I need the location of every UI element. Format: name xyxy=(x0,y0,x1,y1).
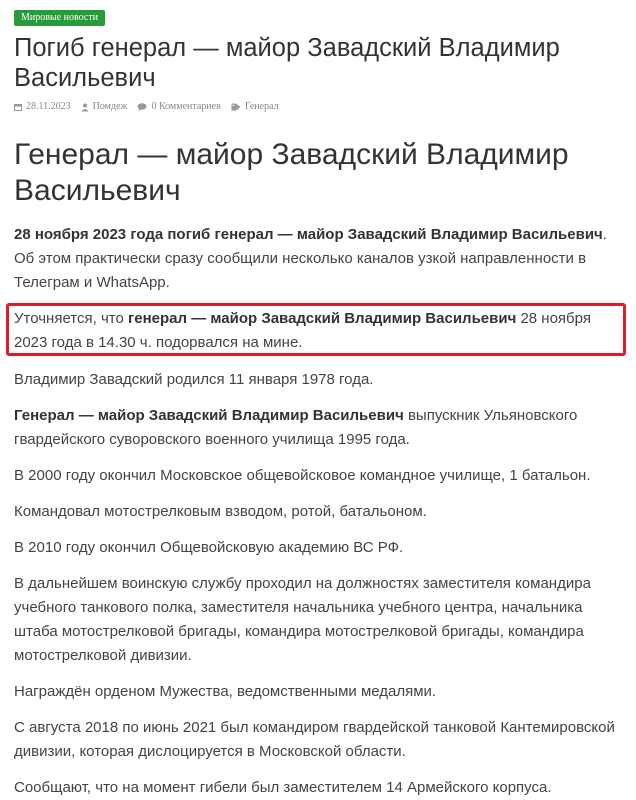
article xyxy=(14,7,626,800)
paragraph-bold: генерал — майор Завадский Владимир Васильевич xyxy=(128,310,517,327)
meta-author[interactable] xyxy=(81,101,128,113)
paragraph: Награждён орденом Мужества, ведомственными медалями. xyxy=(14,683,437,700)
highlight-frame xyxy=(6,303,626,356)
paragraph xyxy=(14,223,626,295)
post-title[interactable]: Погиб генерал — майор Завадский Владимир Васильевич xyxy=(14,34,560,92)
paragraph-bold: 28 ноября 2023 года погиб генерал — майор Завадский Владимир Васильевич xyxy=(14,226,603,243)
paragraph: В дальнейшем воинскую службу проходил на должностях заместителя командира учебного танкового полка, заместителя начальника учебного центра, начальника штаба мотострелковой бригады, командира мотострелковой бригады, командира мотострелковой дивизии. xyxy=(14,575,591,664)
paragraph-text: 28 ноября 2023 года в 14.30 ч. подорвался на мине. xyxy=(14,310,591,351)
article-content xyxy=(14,223,626,800)
paragraph: Командовал мотострелковым взводом, ротой, батальоном. xyxy=(14,503,427,520)
category-badge[interactable]: Мировые новости xyxy=(14,10,105,26)
paragraph xyxy=(14,404,626,452)
paragraph: Владимир Завадский родился 11 января 1978 года. xyxy=(14,371,374,388)
paragraph: Сообщают, что на момент гибели был заместителем 14 Армейского корпуса. xyxy=(14,779,552,796)
paragraph: С августа 2018 по июнь 2021 был командиром гвардейской танковой Кантемировской дивизии, которая дислоцируется в Московской области. xyxy=(14,719,615,760)
meta-comments[interactable] xyxy=(137,101,220,113)
meta-author-text: Помдеж xyxy=(92,101,128,112)
article-heading: Генерал — майор Завадский Владимир Васильевич xyxy=(14,138,569,207)
paragraph: В 2010 году окончил Общевойсковую академию ВС РФ. xyxy=(14,539,404,556)
paragraph-text: выпускник Ульяновского гвардейского суворовского военного училища 1995 года. xyxy=(14,407,578,448)
tag-icon xyxy=(231,103,241,111)
paragraph-bold: Генерал — майор Завадский Владимир Васильевич xyxy=(14,407,404,424)
meta-tag[interactable] xyxy=(231,101,279,113)
comment-icon xyxy=(137,103,147,111)
calendar-icon xyxy=(14,103,22,111)
meta-date[interactable] xyxy=(14,101,71,113)
paragraph: В 2000 году окончил Московское общевойсковое командное училище, 1 батальон. xyxy=(14,467,591,484)
post-meta xyxy=(14,101,626,113)
meta-comments-text: 0 Комментариев xyxy=(151,101,221,112)
meta-date-text: 28.11.2023 xyxy=(26,101,71,112)
highlighted-block xyxy=(14,307,626,355)
user-icon xyxy=(81,103,89,112)
meta-tag-text: Генерал xyxy=(244,101,279,112)
paragraph-text: . Об этом практически сразу сообщили несколько каналов узкой направленности в Телеграм и WhatsApp. xyxy=(14,226,607,291)
paragraph-text: Уточняется, что xyxy=(14,310,128,327)
